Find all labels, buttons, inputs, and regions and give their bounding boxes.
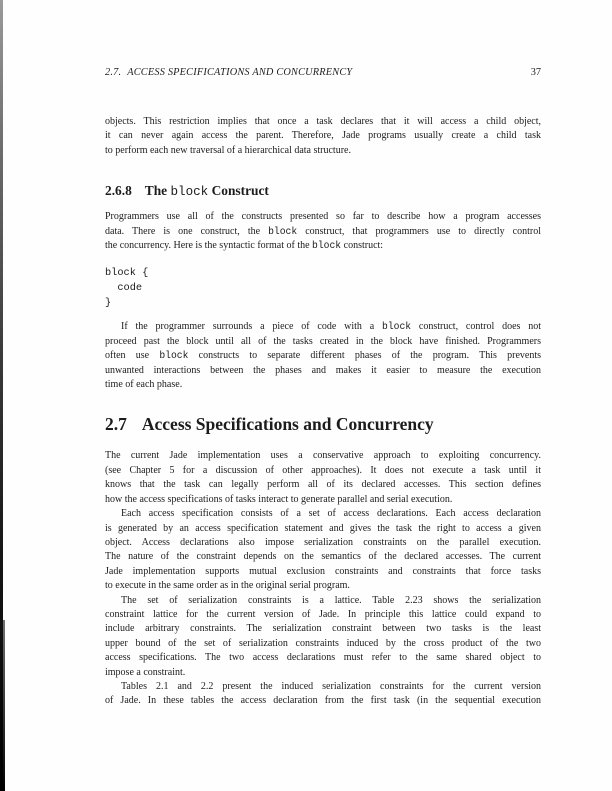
body-text-line: proceed past the block until all of the tasks created in the block have finished. Programmers (105, 335, 541, 347)
heading-title: Access Specifications and Concurrency (141, 414, 434, 435)
body-text-line: Programmers use all of the constructs presented so far to describe how a program accesses (105, 211, 541, 223)
paragraph (105, 594, 541, 680)
subsection-heading (105, 182, 541, 201)
body-text-line: upper bound of the set of serialization constraints induced by the cross product of the two (105, 637, 541, 649)
body-text-line: of Jade. In these tables the access declaration from the first task (in the sequential execution (105, 695, 541, 707)
body-text-line: it can never again access the parent. Therefore, Jade programs usually create a child task (105, 130, 541, 142)
body-text-line: to execute in the same order as in the original serial program. (105, 580, 350, 592)
paragraph (105, 680, 541, 709)
paragraph (105, 507, 541, 593)
body-text-line: data. There is one construct, the block construct, that programmers use to directly control (105, 225, 541, 237)
running-header-text: ACCESS SPECIFICATIONS AND CONCURRENCY (127, 67, 353, 78)
code-line: code (105, 282, 143, 295)
inline-code: block (312, 240, 342, 252)
scan-edge-artifact-bottom (0, 620, 5, 791)
body-text-line: (see Chapter 5 for a discussion of other approaches). It does not execute a task until it (105, 464, 541, 476)
running-header-section-number: 2.7. (105, 67, 122, 78)
running-header-title (105, 66, 352, 80)
body-text-line: The nature of the constraint depends on the semantics of the declared accesses. The current (105, 551, 541, 563)
body-text-line: to perform each new traversal of a hierarchical data structure. (105, 144, 351, 156)
inline-code: block (268, 225, 298, 237)
heading-number: 2.6.8 (105, 183, 132, 199)
body-text-line: The set of serialization constraints is a lattice. Table 2.23 shows the serialization (121, 594, 541, 606)
body-text-line: Jade implementation supports mutual exclusion constraints and constraints that force tasks (105, 565, 541, 577)
document-content (105, 115, 541, 709)
body-text-line: unwanted interactions between the phases and makes it easier to measure the execution (105, 364, 541, 376)
heading-number: 2.7 (105, 414, 127, 435)
inline-code: block (170, 185, 209, 200)
body-text-line: often use block constructs to separate different phases of the program. This prevents (105, 350, 541, 362)
body-text-line: object. Access declarations also impose serialization constraints on the parallel execution. (105, 536, 541, 548)
code-line: } (105, 297, 112, 310)
body-text-line: Each access specification consists of a set of access declarations. Each access declaration (121, 508, 541, 520)
body-text-line: If the programmer surrounds a piece of code with a block construct, control does not (121, 321, 542, 333)
body-text-line: knows that the task can legally perform all of its declared accesses. This section defines (105, 479, 541, 491)
code-line: block { (105, 267, 149, 280)
inline-code: block (382, 321, 412, 333)
page-number: 37 (530, 67, 541, 78)
body-text-line: Tables 2.1 and 2.2 present the induced serialization constraints for the current version (121, 680, 541, 692)
paragraph (105, 449, 541, 507)
inline-code: block (159, 350, 189, 362)
body-text-line: objects. This restriction implies that once a task declares that it will access a child object, (105, 116, 541, 127)
paragraph (105, 115, 541, 158)
section-heading (105, 413, 541, 435)
running-header (105, 66, 541, 80)
paragraph (105, 210, 541, 253)
body-text-line: The current Jade implementation uses a conservative approach to exploiting concurrency. (105, 450, 541, 462)
heading-title: The block Construct (144, 183, 269, 200)
body-text-line: impose a constraint. (105, 666, 186, 678)
body-text-line: include arbitrary constraints. The serialization constraint between two tasks is the least (105, 623, 541, 635)
body-text-line: how the access specifications of tasks interact to generate parallel and serial execution. (105, 493, 453, 505)
body-text-line: access specifications. The two access declarations must refer to the same shared object to (105, 652, 541, 664)
body-text-line: is generated by an access specification statement and gives the task the right to access a given (105, 522, 541, 534)
body-text-line: constraint lattice for the current version of Jade. In principle this lattice could expand to (105, 608, 541, 620)
body-text-line: the concurrency. Here is the syntactic format of the block construct: (105, 240, 384, 252)
body-text-line: time of each phase. (105, 379, 183, 391)
code-block (105, 266, 541, 311)
paragraph (105, 320, 541, 392)
